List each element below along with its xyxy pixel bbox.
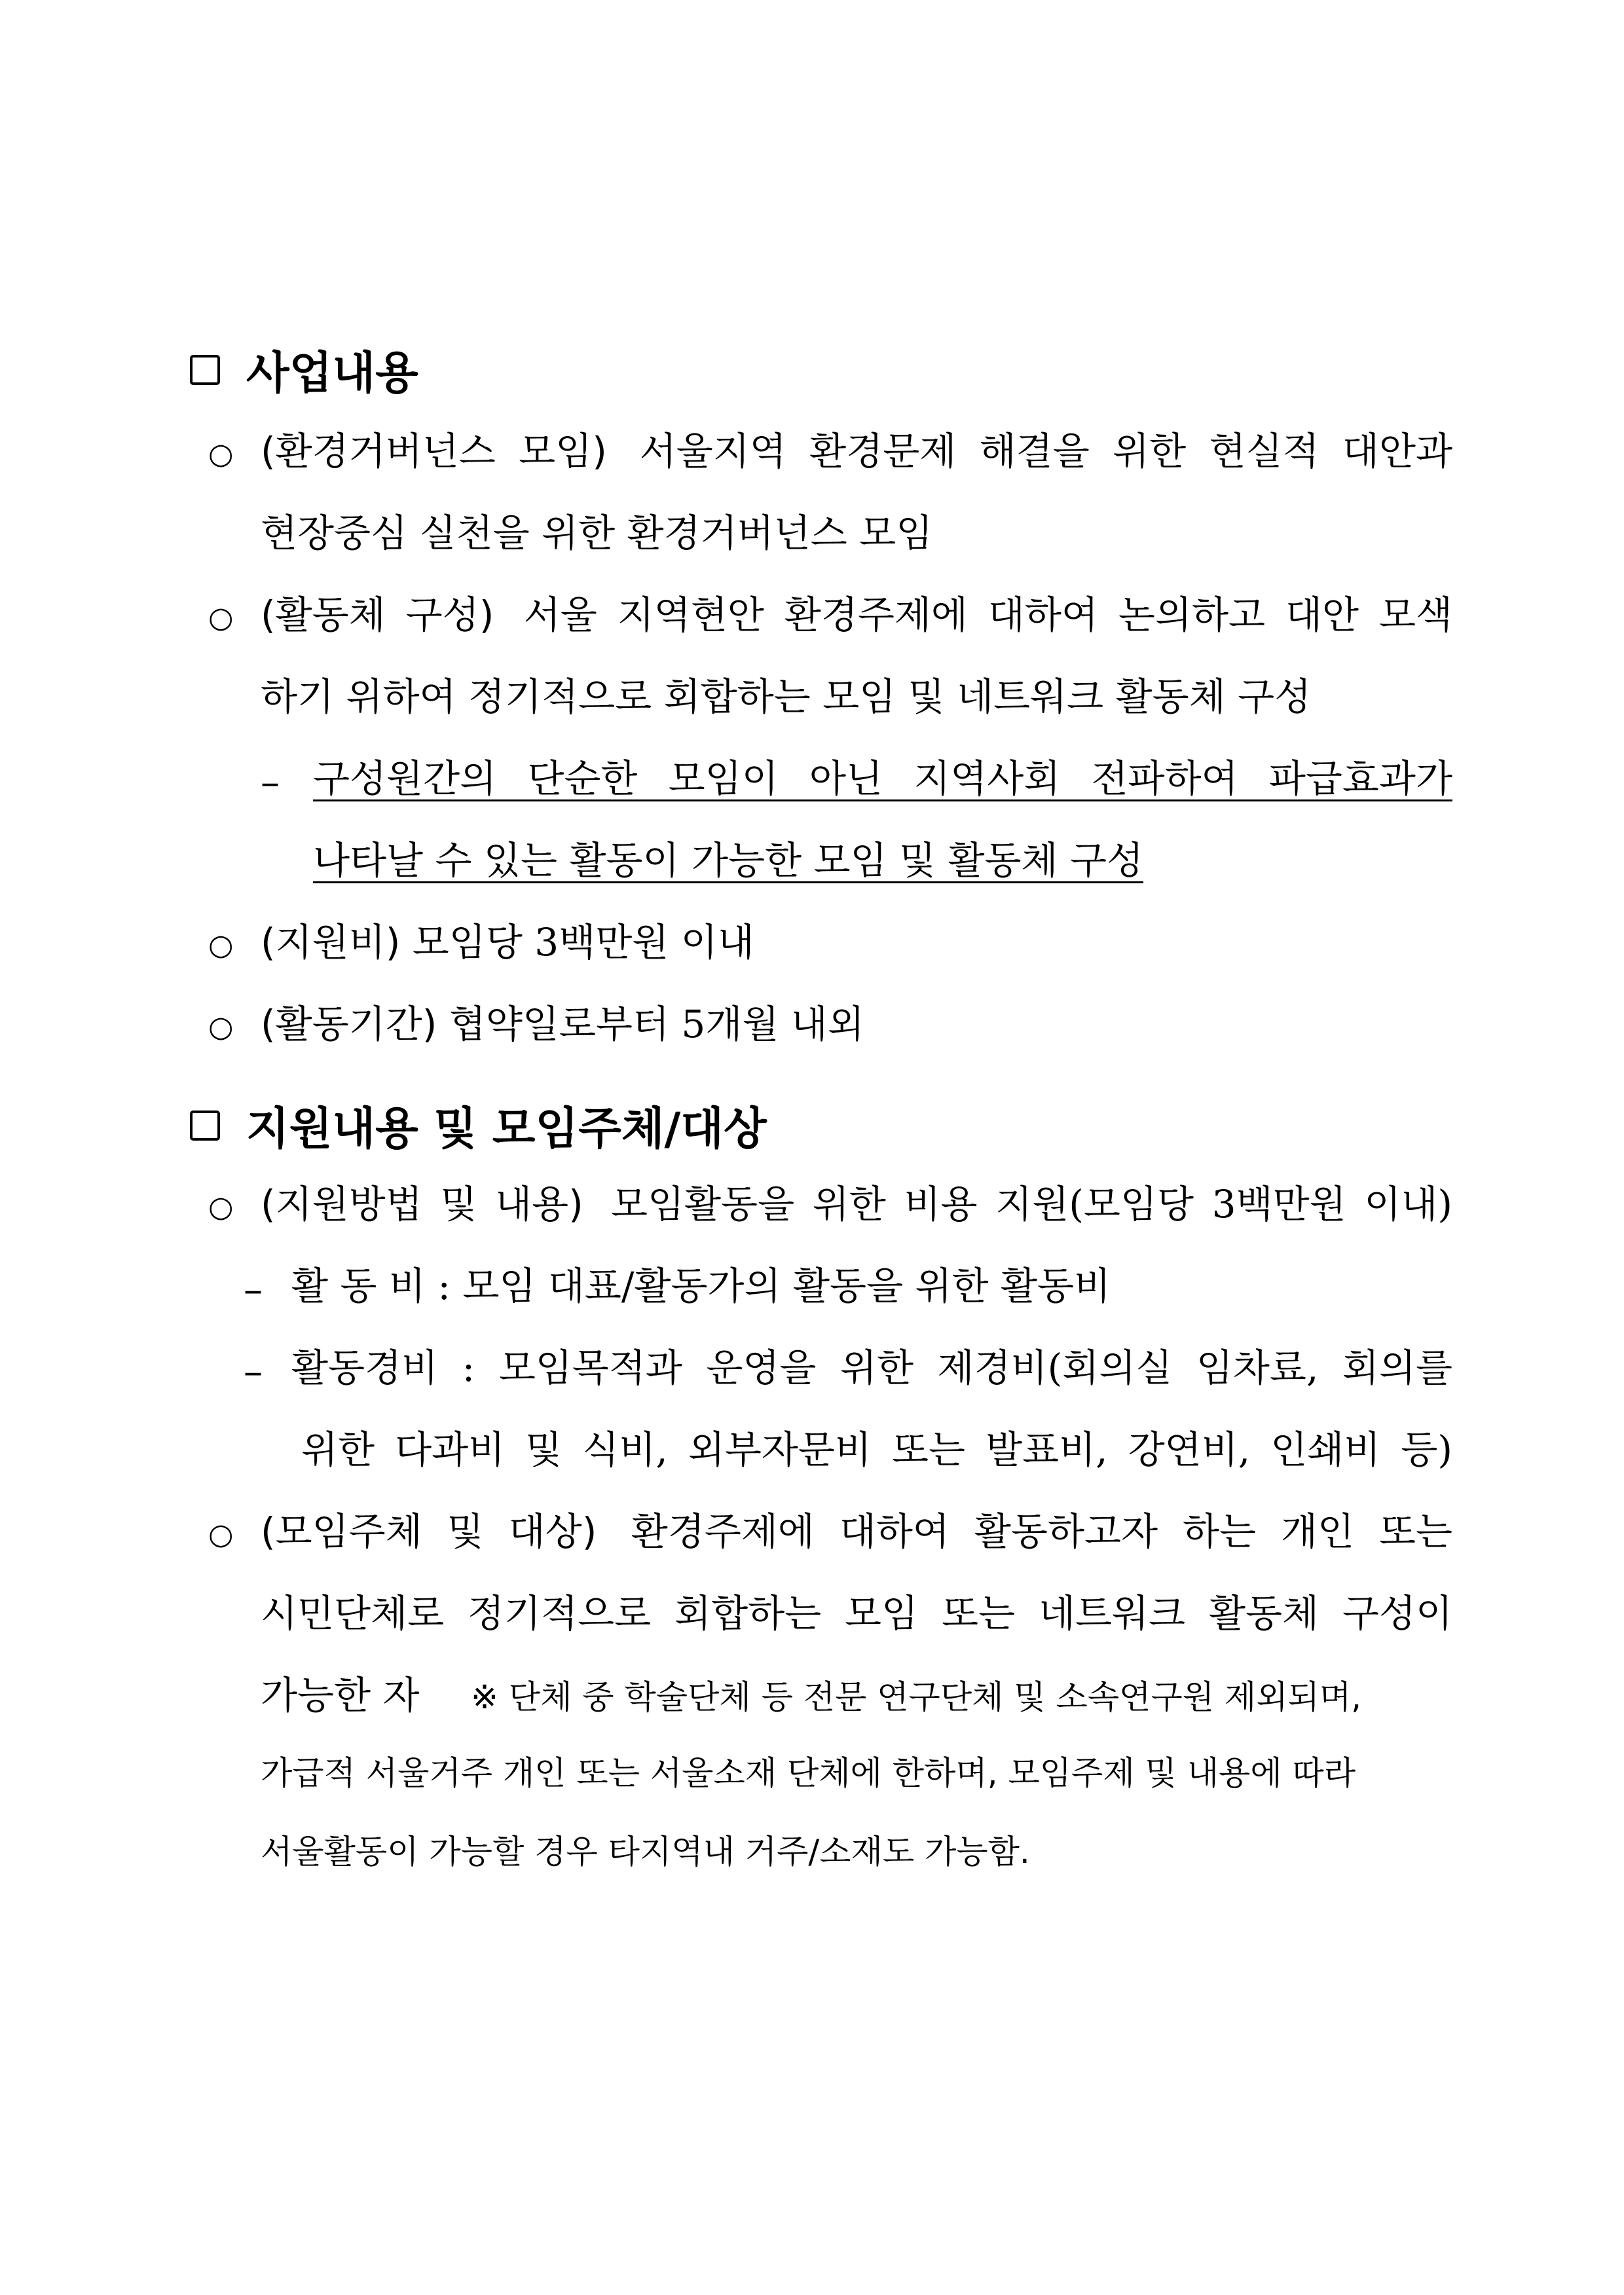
s1-item3-text: 모임당 3백만원 이내: [412, 920, 754, 964]
s2-item1-sub1: 활 동 비 : 모임 대표/활동가의 활동을 위한 활동비: [291, 1264, 1111, 1308]
s2-item1-sub2-line2: [301, 1427, 1452, 1472]
section-1-heading: [190, 338, 418, 401]
s1-item2-line2: 하기 위하여 정기적으로 회합하는 모임 및 네트워크 활동체 구성: [261, 674, 1312, 719]
s2-item1-sub2-text2: 위한 다과비 및 식비, 외부자문비 또는 발표비, 강연비, 인쇄비 등): [301, 1427, 1452, 1472]
dash-icon: –: [261, 760, 280, 804]
dash-icon: –: [244, 1349, 263, 1393]
s1-item3: [261, 920, 754, 964]
s2-item2-note2: 가급적 서울거주 개인 또는 서울소재 단체에 한하며, 모임주제 및 내용에 따라: [261, 1754, 1356, 1792]
section-2-heading: [190, 1093, 767, 1157]
s2-item1-sub2-text1: 활동경비 : 모임목적과 운영을 위한 제경비(회의실 임차료, 회의를: [291, 1346, 1452, 1390]
section-1-title: 사업내용: [246, 348, 418, 399]
checkbox-square-icon: [190, 1111, 220, 1141]
s2-item2-label: (모임주체 및 대상): [261, 1509, 597, 1554]
s1-item3-label: (지원비): [261, 920, 401, 964]
s1-item2-sub-line1: [313, 756, 1452, 801]
s2-item2-note1: ※ 단체 중 학술단체 등 전문 연구단체 및 소속연구원 제외되며,: [471, 1678, 1362, 1716]
bullet-circle-icon: ○: [208, 1010, 234, 1044]
s2-item2-note3: 서울활동이 가능할 경우 타지역내 거주/소재도 가능함.: [261, 1833, 1030, 1871]
s1-item2-sub-text1: 구성원간의 단순한 모임이 아닌 지역사회 전파하여 파급효과가: [313, 756, 1452, 801]
bullet-circle-icon: ○: [208, 437, 234, 471]
s2-item1-line1: [261, 1182, 1453, 1226]
s2-item2-line1: [261, 1509, 1453, 1554]
s1-item2-sub-line2: [313, 838, 1144, 883]
s1-item1-line1: [261, 429, 1453, 473]
s2-item1-label: (지원방법 및 내용): [261, 1182, 583, 1226]
s1-item2-sub-text2: 나타날 수 있는 활동이 가능한 모임 및 활동체 구성: [313, 838, 1144, 883]
s1-item4-text: 협약일로부터 5개월 내외: [449, 1002, 864, 1046]
bullet-circle-icon: ○: [208, 1190, 234, 1224]
s2-item2-text3: 가능한 자: [261, 1673, 420, 1717]
s1-item4: [261, 1002, 864, 1046]
s1-item4-label: (활동기간): [261, 1002, 437, 1046]
s1-item2-line1: [261, 593, 1452, 637]
s2-item2-line3: [261, 1673, 1362, 1717]
dash-icon: –: [244, 1267, 263, 1312]
bullet-circle-icon: ○: [208, 601, 234, 634]
bullet-circle-icon: ○: [208, 928, 234, 962]
s1-item1-text: 서울지역 환경문제 해결을 위한 현실적 대안과: [639, 429, 1453, 473]
checkbox-square-icon: [190, 355, 220, 385]
s1-item2-label: (활동체 구성): [261, 593, 494, 637]
section-2-title: 지원내용 및 모임주체/대상: [246, 1103, 767, 1155]
s2-item2-line2: [261, 1591, 1452, 1636]
s2-item1-sub2-line1: [291, 1346, 1452, 1390]
s2-item2-text1: 환경주제에 대하여 활동하고자 하는 개인 또는: [631, 1509, 1453, 1554]
s2-item1-text: 모임활동을 위한 비용 지원(모임당 3백만원 이내): [610, 1182, 1453, 1226]
bullet-circle-icon: ○: [208, 1518, 234, 1551]
s1-item2-text: 서울 지역현안 환경주제에 대하여 논의하고 대안 모색: [523, 593, 1452, 637]
s1-item1-line2: 현장중심 실천을 위한 환경거버넌스 모임: [261, 511, 933, 555]
s2-item2-text2: 시민단체로 정기적으로 회합하는 모임 또는 네트워크 활동체 구성이: [261, 1591, 1452, 1636]
s1-item1-label: (환경거버넌스 모임): [261, 429, 607, 473]
